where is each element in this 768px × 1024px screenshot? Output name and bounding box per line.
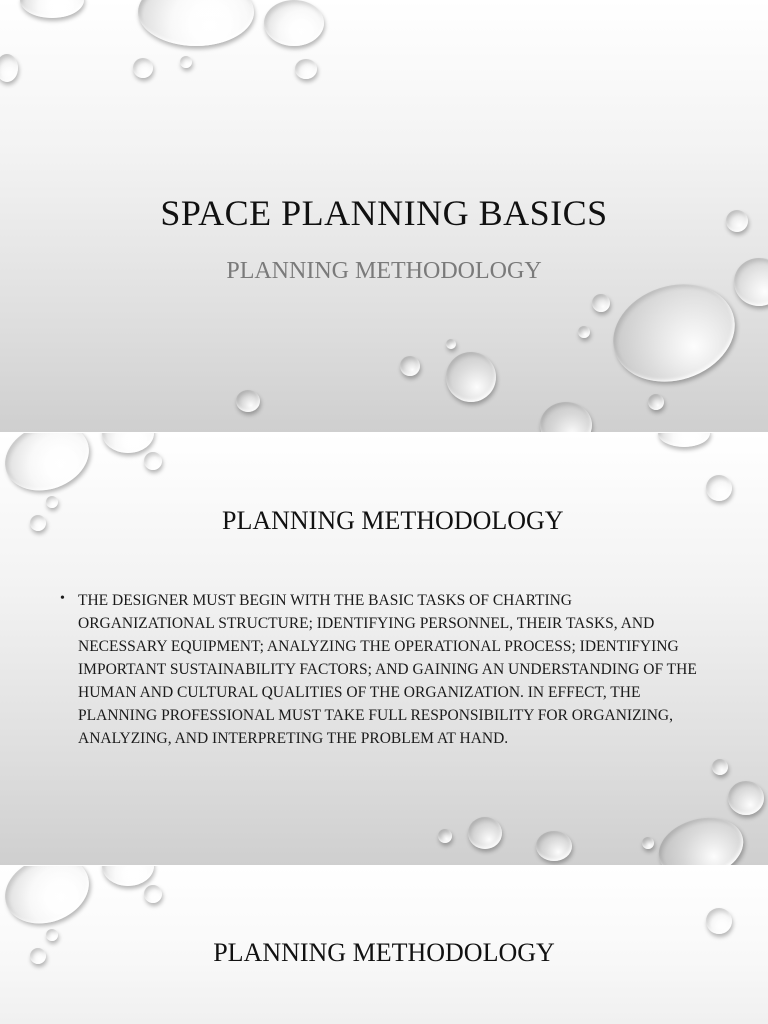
- water-droplet-decoration: [20, 0, 84, 18]
- water-droplet-decoration: [642, 837, 654, 849]
- water-droplet-decoration: [102, 433, 154, 453]
- water-droplet-decoration: [468, 817, 502, 849]
- water-droplet-decoration: [728, 781, 764, 815]
- water-droplet-decoration: [536, 831, 572, 861]
- water-droplet-decoration: [540, 402, 592, 432]
- water-droplet-decoration: [30, 515, 46, 531]
- water-droplet-decoration: [446, 352, 496, 402]
- water-droplet-decoration: [592, 294, 610, 312]
- water-droplet-decoration: [0, 54, 18, 82]
- water-droplet-decoration: [295, 59, 317, 79]
- slide-title[interactable]: [0, 0, 768, 432]
- slide-heading: PLANNING METHODOLOGY: [222, 506, 564, 535]
- water-droplet-decoration: [652, 809, 750, 865]
- water-droplet-decoration: [144, 452, 162, 470]
- bullet-text: THE DESIGNER MUST BEGIN WITH THE BASIC TASKS OF CHARTING ORGANIZATIONAL STRUCTURE; IDENTIFYING PERSONNEL, THEIR TASKS, AND NECESSARY EQUIPMENT; ANALYZING THE OPERATIONAL PROCESS; IDENTIFYING IMPORTANT SUSTAINABILITY FACTORS; AND GAINING AN UNDERSTANDING OF THE HUMAN AND CULTURAL QUALITIES OF THE ORGANIZATION. IN EFFECT, THE PLANNING PROFESSIONAL MUST TAKE FULL RESPONSIBILITY FOR ORGANIZING, ANALYZING, AND INTERPRETING THE PROBLEM AT HAND.: [78, 592, 697, 747]
- slide-content[interactable]: [0, 433, 768, 865]
- water-droplet-decoration: [706, 908, 732, 934]
- water-droplet-decoration: [144, 885, 162, 903]
- water-droplet-decoration: [46, 496, 58, 508]
- presentation-title: SPACE PLANNING BASICS: [160, 193, 608, 233]
- water-droplet-decoration: [658, 433, 710, 447]
- bullet-list: [60, 589, 710, 750]
- water-droplet-decoration: [400, 356, 420, 376]
- water-droplet-decoration: [438, 829, 452, 843]
- water-droplet-decoration: [578, 326, 590, 338]
- slide-heading: PLANNING METHODOLOGY: [213, 938, 555, 967]
- water-droplet-decoration: [180, 56, 192, 68]
- water-droplet-decoration: [236, 390, 260, 412]
- water-droplet-decoration: [706, 475, 732, 501]
- water-droplet-decoration: [138, 0, 254, 46]
- water-droplet-decoration: [102, 866, 154, 886]
- water-droplet-decoration: [712, 759, 728, 775]
- bullet-item: [60, 589, 710, 750]
- water-droplet-decoration: [133, 58, 153, 78]
- bullet-marker: •: [60, 591, 65, 606]
- slide-content-next[interactable]: [0, 866, 768, 1024]
- water-droplet-decoration: [601, 269, 748, 397]
- water-droplet-decoration: [0, 433, 98, 502]
- water-droplet-decoration: [446, 339, 456, 349]
- water-droplet-decoration: [0, 866, 98, 935]
- presentation-subtitle: PLANNING METHODOLOGY: [226, 258, 542, 284]
- water-droplet-decoration: [264, 0, 324, 46]
- water-droplet-decoration: [648, 394, 664, 410]
